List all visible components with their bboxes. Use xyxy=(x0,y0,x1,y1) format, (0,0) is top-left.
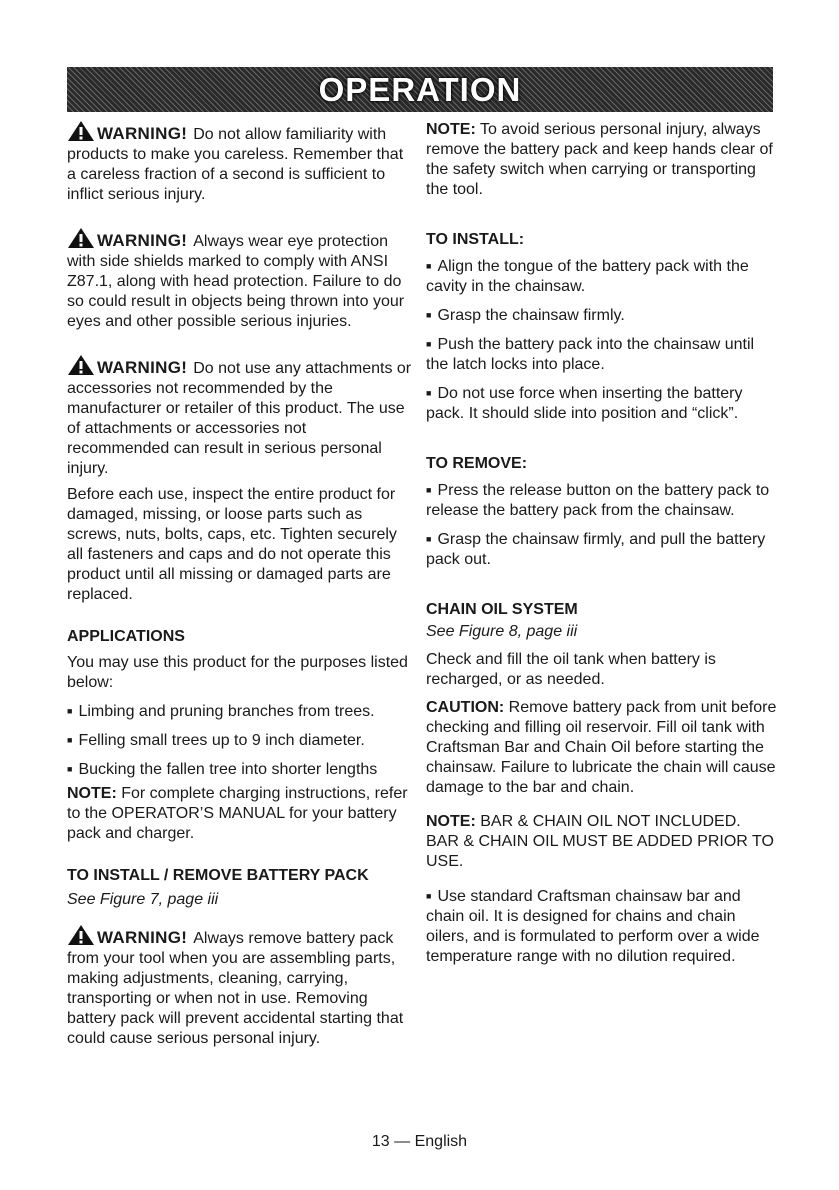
warning-triangle-icon xyxy=(67,924,95,946)
note-paragraph xyxy=(426,120,778,200)
list-item: ■ Do not use force when inserting the battery pack. It should slide into position and “click”. xyxy=(426,383,778,424)
note-paragraph xyxy=(67,784,412,844)
warning-text: Do not allow familiarity with products to make you careless. Remember that a careless fraction of a second is sufficient to inflict serious injury. xyxy=(67,126,404,203)
figure-reference: See Figure 8, page iii xyxy=(426,623,578,640)
warning-label: WARNING! xyxy=(97,124,188,143)
note-text: BAR & CHAIN OIL NOT INCLUDED. BAR & CHAIN OIL MUST BE ADDED PRIOR TO USE. xyxy=(426,813,774,870)
remove-heading: TO REMOVE: xyxy=(426,455,528,472)
list-item: ■ Grasp the chainsaw firmly, and pull the battery pack out. xyxy=(426,529,778,570)
note-text: To avoid serious personal injury, always remove the battery pack and keep hands clear of the safety switch when carrying or transporting the tool. xyxy=(426,121,773,198)
note-label: NOTE: xyxy=(426,813,476,830)
warning-label: WARNING! xyxy=(97,231,188,250)
warning-label: WARNING! xyxy=(97,928,188,947)
caution-paragraph xyxy=(426,698,778,798)
list-item: ■ Use standard Craftsman chainsaw bar and chain oil. It is designed for chains and chain oilers, and is formulated to perform over a wide temperature range with no dilution required. xyxy=(426,886,778,967)
note-label: NOTE: xyxy=(67,785,117,802)
inspect-paragraph: Before each use, inspect the entire product for damaged, missing, or loose parts such as screws, nuts, bolts, caps, etc. Tighten securely all fasteners and caps and do not operate this product until all missing or damaged parts are replaced. xyxy=(67,486,397,603)
warning-block xyxy=(67,354,412,479)
list-item: ■ Press the release button on the battery pack to release the battery pack from the chainsaw. xyxy=(426,480,778,521)
install-remove-heading: TO INSTALL / REMOVE BATTERY PACK xyxy=(67,867,369,884)
section-banner xyxy=(67,67,773,112)
list-item: ■ Limbing and pruning branches from trees. xyxy=(67,701,412,722)
caution-label: CAUTION: xyxy=(426,699,505,716)
note-label: NOTE: xyxy=(426,121,476,138)
warning-text: Always remove battery pack from your tool when you are assembling parts, making adjustments, cleaning, carrying, transporting or when not in use. Removing battery pack will prevent accidental starting that could cause serious personal injury. xyxy=(67,930,404,1047)
banner-title: OPERATION xyxy=(318,70,522,108)
warning-text: Do not use any attachments or accessories not recommended by the manufacturer or retailer of this product. The use of attachments or accessories not recommended can result in serious personal injury. xyxy=(67,360,412,477)
warning-label: WARNING! xyxy=(97,358,188,377)
note-text: For complete charging instructions, refer to the OPERATOR’S MANUAL for your battery pack and charger. xyxy=(67,785,408,842)
warning-text: Always wear eye protection with side shields marked to comply with ANSI Z87.1, along with head protection. Failure to do so could result in objects being thrown into your eyes and other possible serious injuries. xyxy=(67,233,405,330)
oil-check-paragraph: Check and fill the oil tank when battery is recharged, or as needed. xyxy=(426,651,716,688)
list-item: ■ Align the tongue of the battery pack with the cavity in the chainsaw. xyxy=(426,256,778,297)
left-column xyxy=(67,120,412,1049)
caution-text: Remove battery pack from unit before checking and filling oil reservoir. Fill oil tank with Craftsman Bar and Chain Oil before starting the chainsaw. Failure to lubricate the chain will cause damage to the bar and chain. xyxy=(426,699,777,796)
warning-block xyxy=(67,924,412,1049)
page-footer: 13 — English xyxy=(371,1133,468,1150)
right-column xyxy=(426,120,778,975)
warning-block xyxy=(67,227,412,332)
warning-triangle-icon xyxy=(67,354,95,376)
list-item: ■ Grasp the chainsaw firmly. xyxy=(426,305,778,326)
warning-triangle-icon xyxy=(67,120,95,142)
list-item: ■ Bucking the fallen tree into shorter lengths xyxy=(67,759,412,780)
install-heading: TO INSTALL: xyxy=(426,231,525,248)
warning-block xyxy=(67,120,412,205)
list-item: ■ Push the battery pack into the chainsaw until the latch locks into place. xyxy=(426,334,778,375)
chain-oil-heading: CHAIN OIL SYSTEM xyxy=(426,601,578,618)
note-paragraph xyxy=(426,812,778,872)
warning-triangle-icon xyxy=(67,227,95,249)
list-item: ■ Felling small trees up to 9 inch diameter. xyxy=(67,730,412,751)
figure-reference: See Figure 7, page iii xyxy=(67,891,219,908)
applications-heading: APPLICATIONS xyxy=(67,628,185,645)
applications-intro: You may use this product for the purposes listed below: xyxy=(67,654,408,691)
